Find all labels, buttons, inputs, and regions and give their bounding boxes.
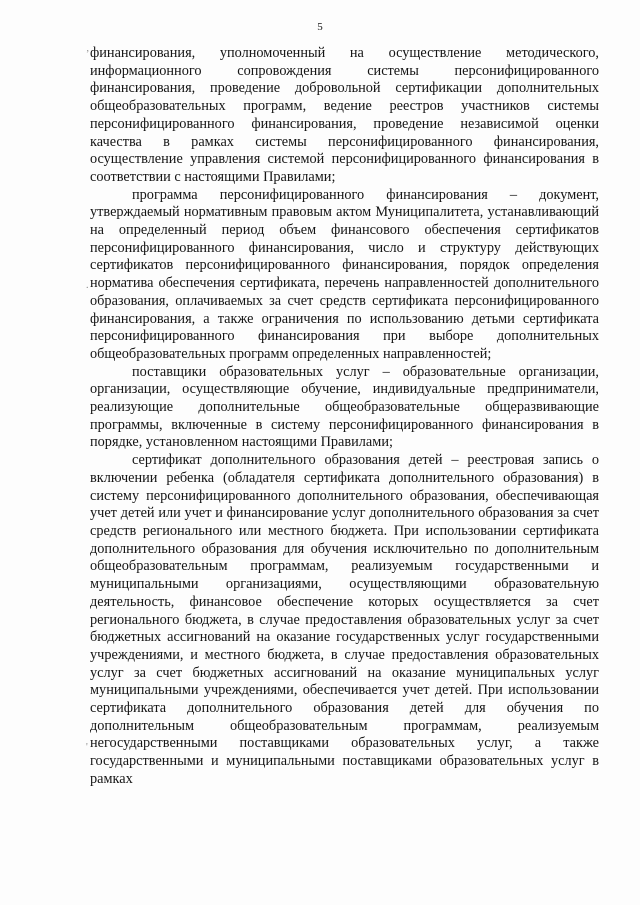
paragraph-operator-definition: финансирования, уполномоченный на осуществление методического, информационного сопровождения системы персонифицированного финансирования, проведение добровольной сертификации дополнительных общеобразовательных программ, ведение реестров участников системы персонифицированного финансирования, проведение независимой оценки качества в рамках системы персонифицированного финансирования, осуществление управления системой персонифицированного финансирования в соответствии с настоящими Правилами; [90,45,599,185]
paragraph-certificate-definition: сертификат дополнительного образования детей – реестровая запись о включении ребенка (обладателя сертификата дополнительного образования) в систему персонифицированного дополнительного образования, обеспечивающая учет детей или учет и финансирование услуг дополнительного образования за счет средств регионального или местного бюджета. При использовании сертификата дополнительного образования для обучения исключительно по дополнительным общеобразовательным программам, реализуемым государственными и муниципальными организациями, осуществляющими образовательную деятельность, финансовое обеспечение которых осуществляется за счет регионального бюджета, в случае предоставления образовательных услуг за счет бюджетных ассигнований на оказание государственных услуг государственными учреждениями, и местного бюджета, в случае предоставления образовательных услуг за счет бюджетных ассигнований на оказание муниципальных услуг муниципальными учреждениями, обеспечивается учет детей. При использовании сертификата дополнительного образования детей для обучения по дополнительным общеобразовательным программам, реализуемым негосударственными поставщиками образовательных услуг, а также государственными и муниципальными поставщиками образовательных услуг в рамках [90,452,599,787]
page-number: 5 [317,21,323,33]
paragraph-program-definition: программа персонифицированного финансирования – документ, утверждаемый нормативным правовым актом Муниципалитета, устанавливающий на определенный период объем финансового обеспечения сертификатов персонифицированного финансирования, число и структуру действующих сертификатов персонифицированного финансирования, порядок определения норматива обеспечения сертификата, перечень направленностей дополнительного образования, оплачиваемых за счет средств сертификата персонифицированного финансирования, а также ограничения по использованию детьми сертификата персонифицированного финансирования при выборе дополнительных общеобразовательных программ определенных направленностей; [90,186,599,362]
margin-tick-mark: ' [86,742,88,753]
margin-tick-mark: ’ [86,49,90,60]
margin-tick-mark: . [86,280,89,291]
body-text [90,45,599,789]
paragraph-providers-definition: поставщики образовательных услуг – образовательные организации, организации, осуществляющие обучение, индивидуальные предприниматели, реализующие дополнительные общеобразовательные общеразвивающие программы, включенные в систему персонифицированного финансирования в порядке, установленном настоящими Правилами; [90,363,599,451]
